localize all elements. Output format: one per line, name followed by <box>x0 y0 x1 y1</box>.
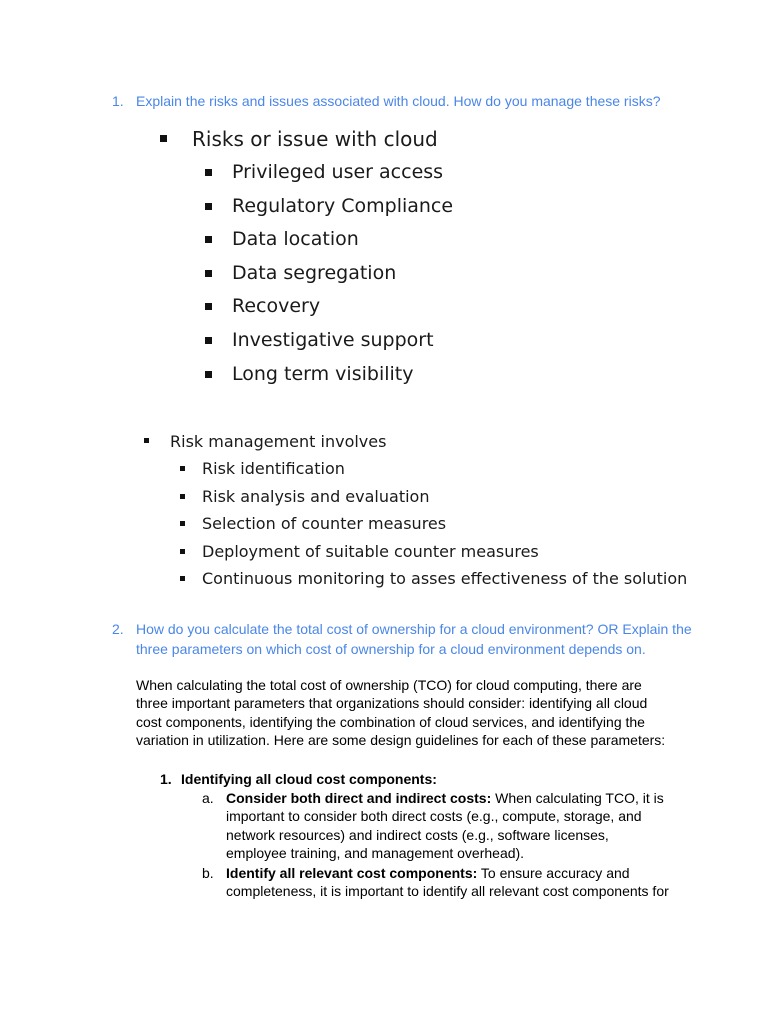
section-1-title: Identifying all cloud cost components: <box>181 771 437 787</box>
risk-management-item <box>144 538 687 566</box>
risk-management-item-text: Deployment of suitable counter measures <box>202 541 539 561</box>
risks-heading-item <box>160 123 453 156</box>
risk-item-text: Regulatory Compliance <box>232 194 454 217</box>
section-1-item-a <box>202 789 672 862</box>
section-1-heading <box>160 770 437 788</box>
square-bullet-icon <box>205 203 212 210</box>
square-bullet-icon <box>180 576 185 581</box>
item-letter: b. <box>202 865 214 881</box>
section-1-number: 1. <box>160 771 172 787</box>
item-body <box>226 864 672 901</box>
square-bullet-icon <box>205 236 212 243</box>
risk-management-item <box>144 565 687 593</box>
square-bullet-icon <box>205 270 212 277</box>
risk-item <box>160 358 453 392</box>
square-bullet-icon <box>205 337 212 344</box>
question-1-text: Explain the risks and issues associated with cloud. How do you manage these risks? <box>136 93 661 109</box>
risk-management-item <box>144 510 687 538</box>
risk-item-text: Investigative support <box>232 328 434 351</box>
risk-item <box>160 156 453 190</box>
risk-item-text: Long term visibility <box>232 362 414 385</box>
question-2 <box>112 619 692 659</box>
risk-management-bullet-list <box>144 428 687 593</box>
square-bullet-icon <box>160 135 167 142</box>
square-bullet-icon <box>180 521 185 526</box>
risk-management-item-text: Continuous monitoring to asses effectiveness of the solution <box>202 569 688 589</box>
risk-item <box>160 223 453 257</box>
item-letter: a. <box>202 790 214 806</box>
square-bullet-icon <box>205 169 212 176</box>
risk-item <box>160 290 453 324</box>
risk-item <box>160 324 453 358</box>
risk-management-item <box>144 455 687 483</box>
question-1-number: 1. <box>112 93 124 109</box>
risk-item <box>160 190 453 224</box>
risk-management-heading: Risk management involves <box>170 432 387 451</box>
square-bullet-icon <box>205 371 212 378</box>
section-1-item-b <box>202 864 672 901</box>
risk-item <box>160 257 453 291</box>
risk-management-item-text: Selection of counter measures <box>202 514 447 534</box>
square-bullet-icon <box>144 438 149 443</box>
square-bullet-icon <box>180 494 185 499</box>
risk-management-item-text: Risk identification <box>202 459 345 478</box>
risk-management-heading-item <box>144 428 687 455</box>
question-2-number: 2. <box>112 621 124 637</box>
risk-item-text: Data segregation <box>232 261 397 284</box>
risk-item-text: Data location <box>232 228 359 251</box>
item-bold-lead: Consider both direct and indirect costs: <box>226 790 492 806</box>
square-bullet-icon <box>180 549 185 554</box>
risks-heading: Risks or issue with cloud <box>192 127 438 151</box>
item-bold-lead: Identify all relevant cost components: <box>226 865 478 881</box>
risk-item-text: Privileged user access <box>232 161 444 183</box>
item-body <box>226 789 672 862</box>
risks-bullet-list <box>160 123 453 391</box>
risk-management-item <box>144 483 687 511</box>
risk-item-text: Recovery <box>232 295 321 318</box>
tco-intro-paragraph: When calculating the total cost of ownership (TCO) for cloud computing, there are three important parameters that organizations should consider: identifying all cloud cost components, identifying the combination of cloud services, and identifying the variation in utilization. Here are some design guidelines for each of these parameters: <box>136 677 666 748</box>
question-2-text: How do you calculate the total cost of ownership for a cloud environment? OR Explain the three parameters on which cost of ownership for a cloud environment depends on. <box>136 621 692 657</box>
item-text: When calculating TCO, it is important to consider both direct costs (e.g., compute, storage, and network resources) and indirect costs (e.g., software licenses, employee training, and management overhead). <box>226 790 664 861</box>
square-bullet-icon <box>180 466 185 471</box>
square-bullet-icon <box>205 303 212 310</box>
item-text: To ensure accuracy and completeness, it is important to identify all relevant cost components for <box>226 865 669 900</box>
risk-management-item-text: Risk analysis and evaluation <box>202 486 430 506</box>
question-1 <box>112 91 712 111</box>
